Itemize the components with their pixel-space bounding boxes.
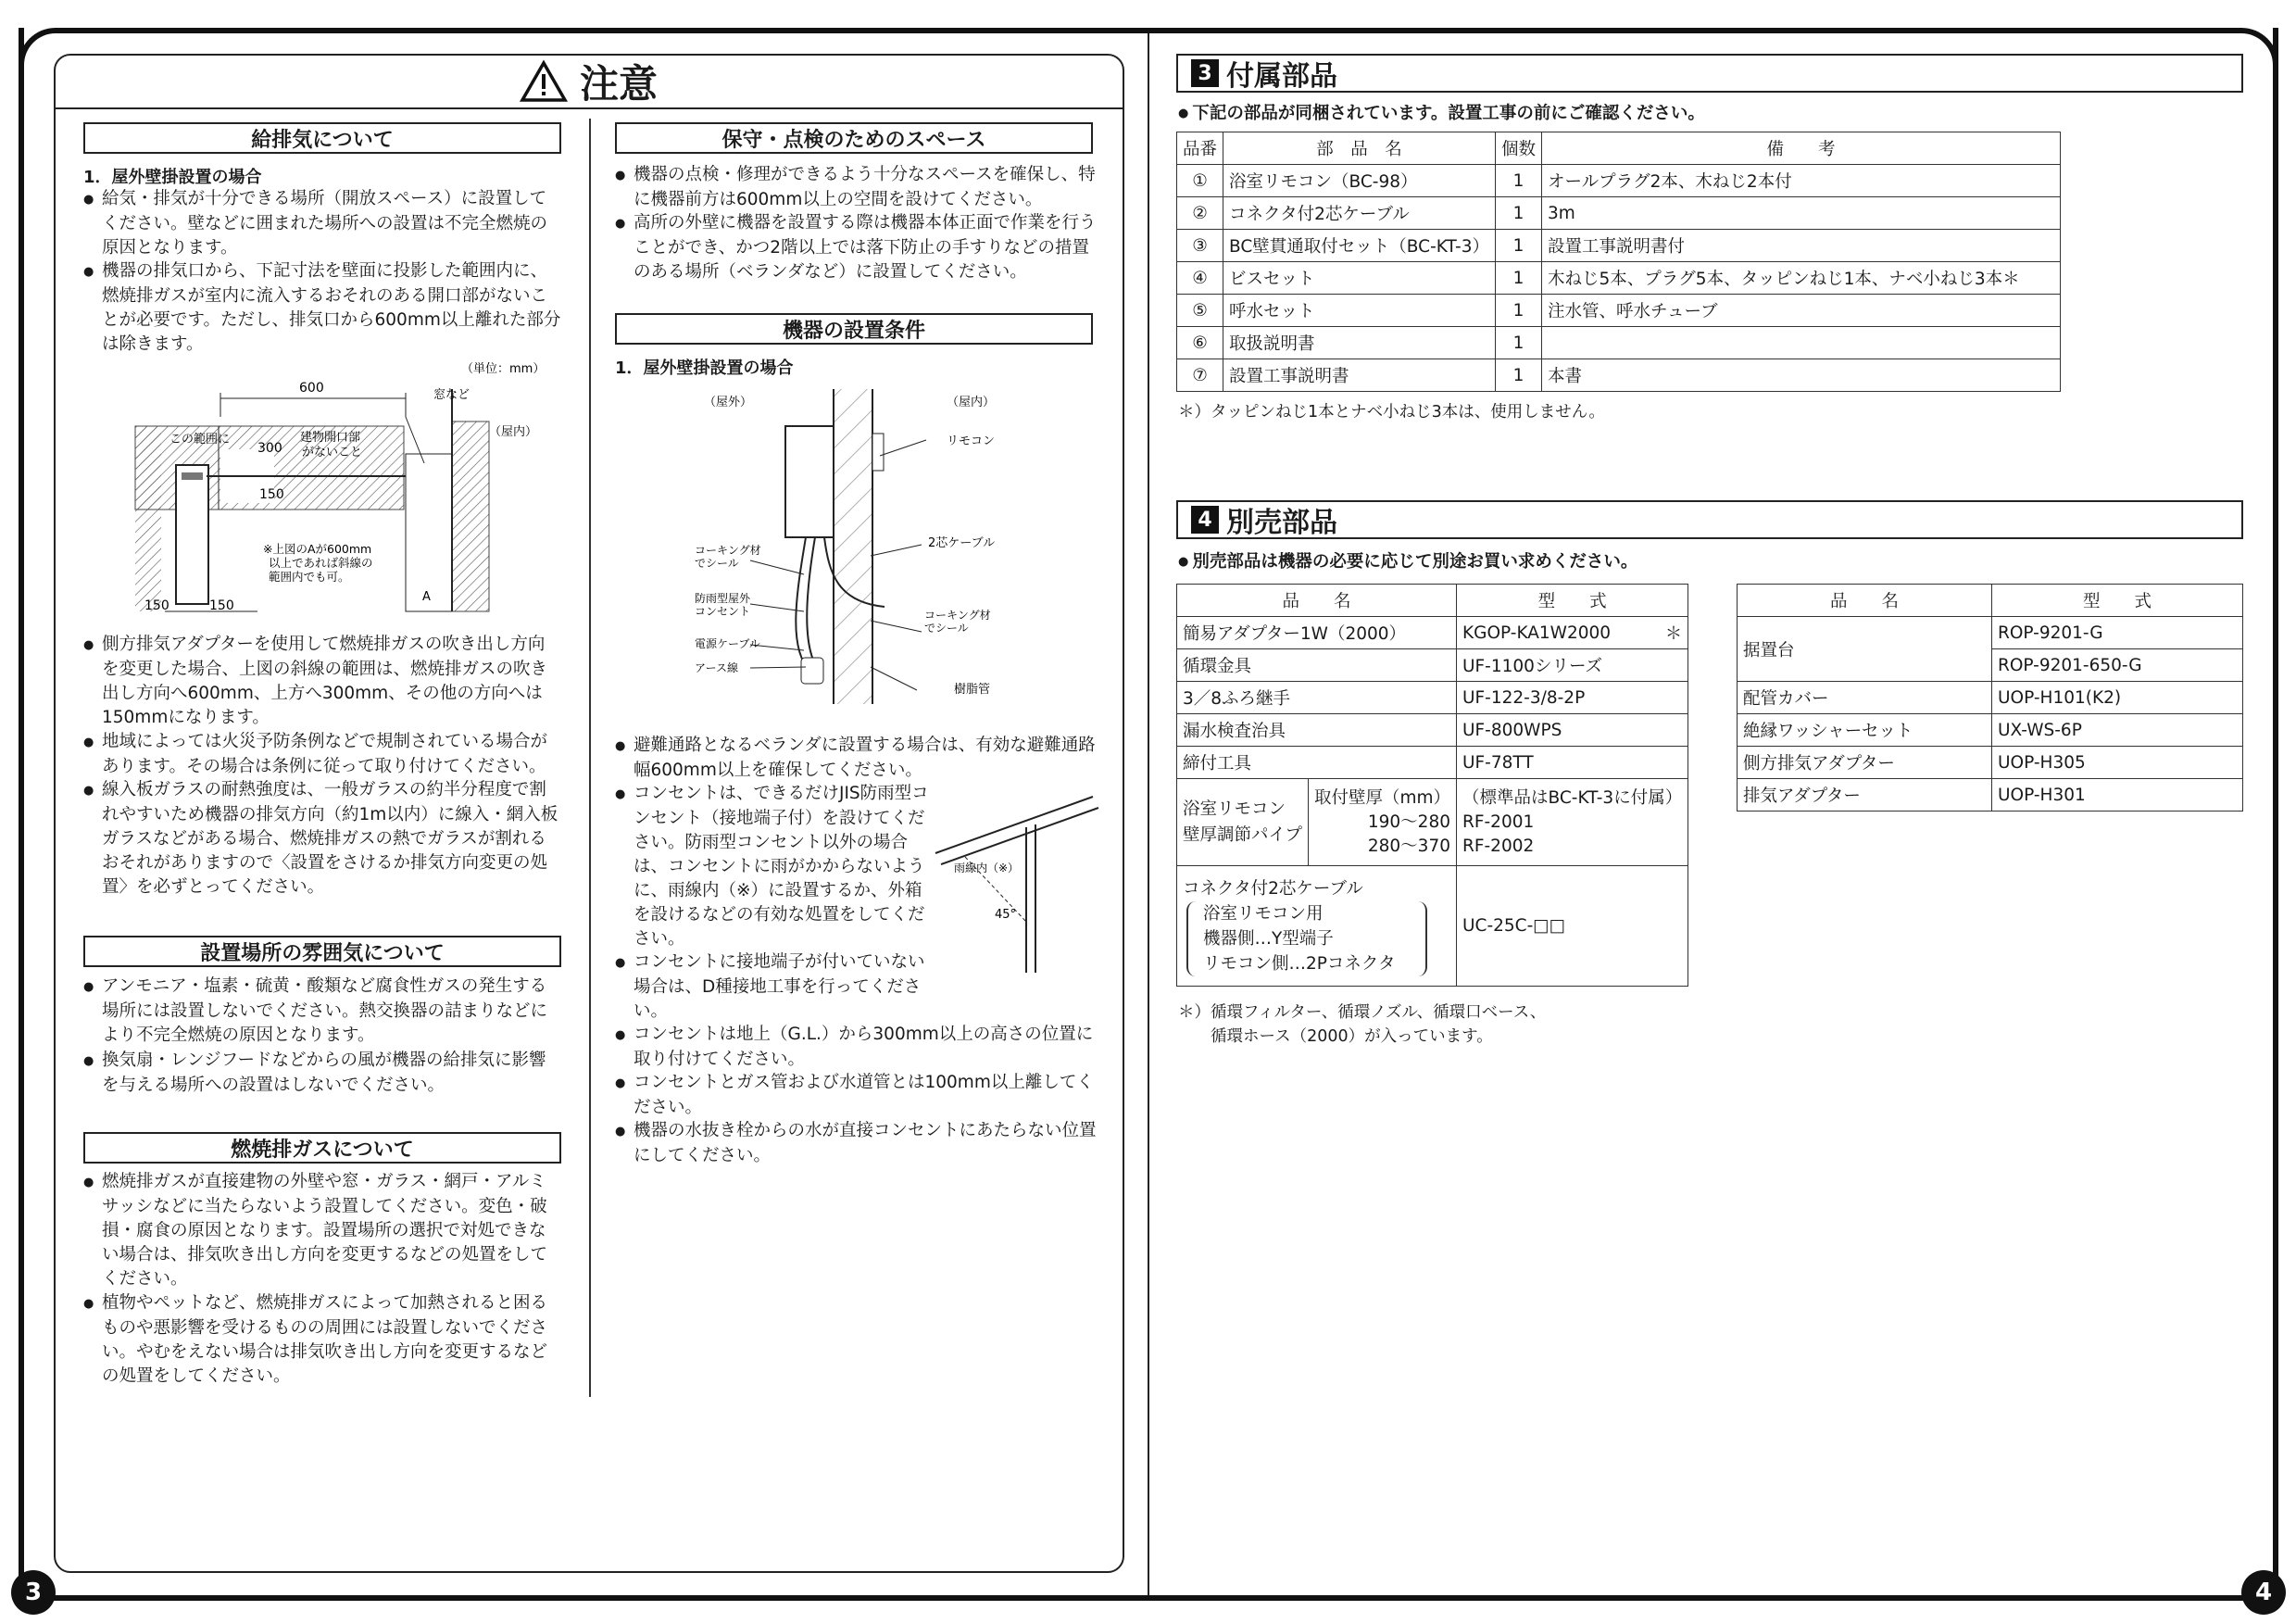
- optional-name: 簡易アダプター1W（2000）: [1177, 617, 1457, 649]
- wall-pipe-model: [1457, 779, 1688, 866]
- optional-right-name: 側方排気アダプター: [1738, 747, 1992, 779]
- table-row: [1177, 682, 1688, 714]
- accessory-no: ④: [1177, 262, 1223, 295]
- cond-b6: ● 機器の水抜き栓からの水が直接コンセントにあたらない位置にしてください。: [615, 1119, 1097, 1168]
- maint-heading: 保守・点検のためのスペース: [615, 122, 1093, 154]
- fig1-d300: 300: [257, 441, 282, 456]
- kyuhaiki-heading: 給排気について: [83, 122, 561, 154]
- atmos-b1: ● アンモニア・塩素・硫黄・酸類など腐食性ガスの発生する場所には設置しないでください。熱交換器の詰まりなどにより不完全燃焼の原因となります。: [83, 975, 561, 1048]
- optional-h-name: 品 名: [1177, 585, 1457, 617]
- accessory-no: ③: [1177, 230, 1223, 262]
- kyuhaiki-b5: ● 線入板ガラスの耐熱強度は、一般ガラスの約半分程度で割れやすいため機器の排気方向（約1m以内）に線入・網入板ガラスなどがある場合、燃焼排ガスの熱でガラスが割れるおそれがありますので〈設置をさけるか排気方向変更の処置〉を必ずとってください。: [83, 778, 561, 900]
- optional-mark: ＊: [1660, 617, 1688, 649]
- rain-line-diagram: [935, 792, 1102, 977]
- sec4-title: 別売部品: [1226, 507, 1337, 539]
- fig1-indoor: （屋内）: [489, 425, 538, 439]
- optional-parts-table-left: [1176, 584, 1688, 987]
- accessory-name: 呼水セット: [1223, 295, 1496, 327]
- optional-right-model: UX-WS-6P: [1992, 714, 2243, 747]
- fig1-unit: （単位：mm）: [461, 362, 546, 376]
- fig1-A: A: [422, 590, 431, 604]
- sec4-number: 4: [1191, 506, 1219, 534]
- table-row: [1177, 617, 1688, 649]
- accessory-qty: 1: [1496, 295, 1542, 327]
- connector-name-3: 機器側…Y型端子: [1203, 928, 1334, 949]
- fig1-opening2: がないこと: [302, 446, 363, 459]
- accessory-note: [1542, 327, 2061, 359]
- table-row: [1738, 714, 2243, 747]
- connector-name-1: コネクタ付2芯ケーブル: [1183, 878, 1363, 899]
- cond-b5: ● コンセントとガス管および水道管とは100mm以上離してください。: [615, 1071, 1097, 1120]
- optional-right-h-model: 型 式: [1992, 585, 2243, 617]
- sec4-lead: ● 別売部品は機器の必要に応じて別途お買い求めください。: [1178, 548, 1637, 572]
- kyuhaiki-b3: ● 側方排気アダプターを使用して燃焼排ガスの吹き出し方向を変更した場合、上図の斜線の範囲は、燃焼排ガスの吹き出し方向へ600mm、上方へ300mm、その他の方向へは150mmになります。: [83, 633, 561, 730]
- bottom-rule: [19, 1595, 2278, 1601]
- exhaust-heading: 燃焼排ガスについて: [83, 1132, 561, 1164]
- wall-thickness-2: 280〜370: [1367, 836, 1450, 856]
- optional-model: KGOP-KA1W2000: [1457, 617, 1660, 649]
- fig1-window: 窓など: [433, 388, 470, 402]
- warning-triangle-icon: [521, 61, 567, 102]
- cond-b2: ● コンセントは、できるだけJIS防雨型コンセント（接地端子付）を設けてください。防雨型コンセント以外の場合は、コンセントに雨がかからないように、雨線内（※）に設置するか、外箱を設けるなどの有効な処置をしてください。: [615, 782, 935, 951]
- accessory-header-row: [1177, 132, 2061, 165]
- sec4-heading: [1176, 500, 2243, 539]
- optional-right-name: 絶縁ワッシャーセット: [1738, 714, 1992, 747]
- kyuhaiki-b2: ● 機器の排気口から、下記寸法を壁面に投影した範囲内に、燃焼排ガスが室内に流入するおそれのある開口部がないことが必要です。ただし、排気口から600mm以上離れた部分は除きます。: [83, 259, 561, 357]
- page-number-left: 3: [11, 1570, 56, 1615]
- wall-thickness-1: 190〜280: [1367, 812, 1450, 832]
- table-row: [1177, 714, 1688, 747]
- fig2-resin: 樹脂管: [954, 683, 991, 697]
- accessory-note: 本書: [1542, 359, 2061, 392]
- optional-name: 3／8ふろ継手: [1177, 682, 1457, 714]
- wall-pipe-name: [1177, 779, 1309, 866]
- page-number-right: 4: [2241, 1570, 2286, 1615]
- fig2-outlet1: 防雨型屋外: [695, 592, 751, 605]
- accessory-no: ②: [1177, 197, 1223, 230]
- optional-right-model: ROP-9201-650-G: [1992, 649, 2243, 682]
- optional-model: UF-78TT: [1457, 747, 1688, 779]
- accessory-note: 木ねじ5本、プラグ5本、タッピンねじ1本、ナベ小ねじ3本＊: [1542, 262, 2061, 295]
- accessory-name: コネクタ付2芯ケーブル: [1223, 197, 1496, 230]
- optional-right-header: [1738, 585, 2243, 617]
- optional-model: UF-800WPS: [1457, 714, 1688, 747]
- optional-right-name: 据置台: [1738, 617, 1992, 682]
- optional-h-model: 型 式: [1457, 585, 1688, 617]
- accessory-qty: 1: [1496, 359, 1542, 392]
- fig2-caulk1a: コーキング材: [695, 544, 761, 557]
- atmos-b2: ● 換気扇・レンジフードなどからの風が機器の給排気に影響を与える場所への設置はしないでください。: [83, 1049, 561, 1098]
- fig3-label: 雨線内（※）: [954, 862, 1020, 874]
- accessory-qty: 1: [1496, 262, 1542, 295]
- optional-name: 締付工具: [1177, 747, 1457, 779]
- table-row: [1177, 779, 1688, 866]
- accessory-note: オールプラグ2本、木ねじ2本付: [1542, 165, 2061, 197]
- connector-cable-name: [1177, 866, 1457, 987]
- sec3-title: 付属部品: [1226, 60, 1337, 93]
- fig1-d150: 150: [259, 487, 284, 502]
- accessory-note: 設置工事説明書付: [1542, 230, 2061, 262]
- cond-b3: ● コンセントに接地端子が付いていない場合は、D種接地工事を行ってください。: [615, 950, 935, 1024]
- maint-b1: ● 機器の点検・修理ができるよう十分なスペースを確保し、特に機器前方は600mm以上の空間を設けてください。: [615, 163, 1097, 212]
- table-row: [1177, 197, 2061, 230]
- optional-left-header: [1177, 585, 1688, 617]
- wall-pipe-model-1: RF-2001: [1462, 812, 1535, 832]
- exhaust-range-diagram: [128, 361, 546, 616]
- optional-right-model: UOP-H305: [1992, 747, 2243, 779]
- accessory-h-qty: 個数: [1496, 132, 1542, 165]
- accessory-name: 設置工事説明書: [1223, 359, 1496, 392]
- wall-thickness: [1308, 779, 1456, 866]
- fig2-power: 電源ケーブル: [695, 637, 760, 650]
- wall-pipe-model-note: （標準品はBC-KT-3に付属）: [1462, 787, 1683, 808]
- accessory-h-note: 備 考: [1542, 132, 2061, 165]
- wall-thickness-label: 取付壁厚（mm）: [1313, 787, 1450, 808]
- accessory-note: 3m: [1542, 197, 2061, 230]
- kyuhaiki-sub: 1．屋外壁掛設置の場合: [83, 168, 262, 187]
- connector-name-4: リモコン側…2Pコネクタ: [1203, 953, 1396, 974]
- optional-model: UF-122-3/8-2P: [1457, 682, 1688, 714]
- accessory-no: ⑦: [1177, 359, 1223, 392]
- cond-b4: ● コンセントは地上（G.L.）から300mm以上の高さの位置に取り付けてください。: [615, 1023, 1097, 1072]
- fig2-outdoor: （屋外）: [704, 396, 753, 409]
- sec3-number: 3: [1191, 59, 1219, 87]
- accessory-name: ビスセット: [1223, 262, 1496, 295]
- optional-right-name: 配管カバー: [1738, 682, 1992, 714]
- sec3-note: ＊）タッピンねじ1本とナベ小ねじ3本は、使用しません。: [1178, 403, 1605, 421]
- cond-sub: 1．屋外壁掛設置の場合: [615, 359, 794, 378]
- connector-name-2: 浴室リモコン用: [1203, 903, 1324, 924]
- optional-right-h-name: 品 名: [1738, 585, 1992, 617]
- table-row: [1177, 295, 2061, 327]
- wall-pipe-model-2: RF-2002: [1462, 836, 1535, 856]
- table-row: [1177, 359, 2061, 392]
- accessory-no: ①: [1177, 165, 1223, 197]
- optional-model: UF-1100シリーズ: [1457, 649, 1688, 682]
- fig2-indoor: （屋内）: [947, 396, 996, 409]
- accessory-no: ⑤: [1177, 295, 1223, 327]
- fig2-outlet2: コンセント: [695, 605, 751, 618]
- fig2-cable: 2芯ケーブル: [928, 536, 996, 550]
- sec3-heading: [1176, 54, 2243, 93]
- fig1-note1: ※上図のAが600mm: [263, 542, 372, 556]
- table-row: [1177, 327, 2061, 359]
- accessory-name: BC壁貫通取付セット（BC-KT-3）: [1223, 230, 1496, 262]
- wall-install-diagram: [685, 389, 1019, 704]
- optional-parts-table-right: [1737, 584, 2243, 812]
- fig2-caulk1b: でシール: [695, 557, 739, 570]
- table-row: [1738, 682, 2243, 714]
- table-row: [1738, 617, 2243, 649]
- accessory-qty: 1: [1496, 165, 1542, 197]
- accessory-note: 注水管、呼水チューブ: [1542, 295, 2061, 327]
- table-row: [1738, 747, 2243, 779]
- optional-right-model: UOP-H301: [1992, 779, 2243, 812]
- table-row: [1177, 866, 1688, 987]
- fig1-note3: 範囲内でも可。: [269, 570, 350, 584]
- table-row: [1177, 747, 1688, 779]
- accessory-qty: 1: [1496, 327, 1542, 359]
- optional-right-model: ROP-9201-G: [1992, 617, 2243, 649]
- exhaust-b1: ● 燃焼排ガスが直接建物の外壁や窓・ガラス・網戸・アルミサッシなどに当たらないよう設置してください。変色・破損・腐食の原因となります。設置場所の選択で対処できない場合は、排気吹き出し方向を変更するなどの処置をしてください。: [83, 1170, 561, 1291]
- accessory-no: ⑥: [1177, 327, 1223, 359]
- wall-pipe-name-1: 浴室リモコン: [1183, 799, 1286, 819]
- connector-cable-model: UC-25C-□□: [1457, 866, 1688, 987]
- table-row: [1177, 230, 2061, 262]
- fig2-caulk2a: コーキング材: [924, 609, 991, 622]
- kyuhaiki-b1: ● 給気・排気が十分できる場所（開放スペース）に設置してください。壁などに囲まれた場所への設置は不完全燃焼の原因となります。: [83, 187, 561, 260]
- fig3-angle: 45°: [995, 908, 1017, 922]
- optional-right-name: 排気アダプター: [1738, 779, 1992, 812]
- table-row: [1177, 649, 1688, 682]
- table-row: [1177, 165, 2061, 197]
- atmos-heading: 設置場所の雰囲気について: [83, 936, 561, 967]
- fig2-remocon: リモコン: [947, 434, 996, 448]
- fig2-caulk2b: でシール: [924, 622, 969, 635]
- accessory-h-name: 部 品 名: [1223, 132, 1496, 165]
- cond-b1: ● 避難通路となるベランダに設置する場合は、有効な避難通路幅600mm以上を確保してください。: [615, 734, 1097, 783]
- accessory-name: 取扱説明書: [1223, 327, 1496, 359]
- sec4-note-1: ＊）循環フィルター、循環ノズル、循環口ベース、: [1178, 1003, 1547, 1022]
- fig1-range: この範囲に: [169, 433, 231, 447]
- wall-pipe-name-2: 壁厚調節パイプ: [1183, 824, 1302, 845]
- accessory-qty: 1: [1496, 197, 1542, 230]
- exhaust-b2: ● 植物やペットなど、燃焼排ガスによって加熱されると困るものや悪影響を受けるものの周囲には設置しないでください。やむをえない場合は排気吹き出し方向を変更するなどの処置をしてください。: [83, 1291, 561, 1389]
- fig1-b150b: 150: [209, 598, 234, 613]
- sec3-lead: ● 下記の部品が同梱されています。設置工事の前にご確認ください。: [1178, 100, 1705, 124]
- table-row: [1177, 262, 2061, 295]
- caution-title: 注意: [579, 61, 658, 107]
- fig1-opening1: 建物開口部: [300, 431, 361, 445]
- center-divider: [1148, 33, 1149, 1595]
- fig2-earth: アース線: [695, 661, 739, 674]
- optional-name: 循環金具: [1177, 649, 1457, 682]
- accessory-qty: 1: [1496, 230, 1542, 262]
- sec4-note-2: 循環ホース（2000）が入っています。: [1178, 1027, 1493, 1046]
- accessory-name: 浴室リモコン（BC-98）: [1223, 165, 1496, 197]
- cond-heading: 機器の設置条件: [615, 313, 1093, 345]
- fig1-b150a: 150: [144, 598, 169, 613]
- table-row: [1738, 779, 2243, 812]
- optional-name: 漏水検査治具: [1177, 714, 1457, 747]
- accessory-h-no: 品番: [1177, 132, 1223, 165]
- kyuhaiki-b4: ● 地域によっては火災予防条例などで規制されている場合があります。その場合は条例に従って取り付けてください。: [83, 730, 561, 779]
- caution-column-divider: [589, 119, 591, 1397]
- accessory-table: [1176, 132, 2061, 392]
- fig1-d600: 600: [299, 381, 324, 396]
- optional-right-model: UOP-H101(K2): [1992, 682, 2243, 714]
- caution-header: [56, 56, 1123, 109]
- fig1-note2: 以上であれば斜線の: [269, 556, 373, 570]
- maint-b2: ● 高所の外壁に機器を設置する際は機器本体正面で作業を行うことができ、かつ2階以上では落下防止の手すりなどの措置のある場所（ベランダなど）に設置してください。: [615, 211, 1097, 284]
